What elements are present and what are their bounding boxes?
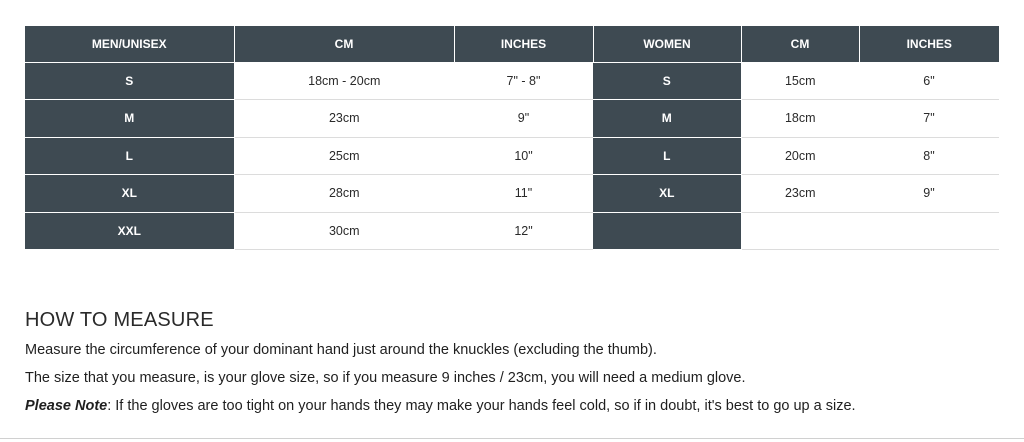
men-inches-cell: 10" bbox=[454, 137, 593, 175]
header-women-inches: INCHES bbox=[859, 26, 999, 62]
women-cm-cell: 15cm bbox=[741, 62, 859, 100]
women-size-cell bbox=[593, 212, 741, 250]
women-cm-cell bbox=[741, 212, 859, 250]
header-men-unisex: MEN/UNISEX bbox=[25, 26, 234, 62]
bottom-divider bbox=[0, 438, 1024, 439]
header-women-cm: CM bbox=[741, 26, 859, 62]
women-size-cell: S bbox=[593, 62, 741, 100]
men-inches-cell: 12" bbox=[454, 212, 593, 250]
men-inches-cell: 7" - 8" bbox=[454, 62, 593, 100]
header-women: WOMEN bbox=[593, 26, 741, 62]
women-cm-cell: 18cm bbox=[741, 100, 859, 138]
women-size-cell: L bbox=[593, 137, 741, 175]
men-size-cell: L bbox=[25, 137, 234, 175]
measure-instruction: Measure the circumference of your dominant hand just around the knuckles (excluding the thumb). bbox=[25, 342, 657, 358]
please-note bbox=[25, 392, 1005, 420]
men-inches-cell: 9" bbox=[454, 100, 593, 138]
men-cm-cell: 23cm bbox=[234, 100, 454, 138]
women-inches-cell bbox=[859, 212, 999, 250]
women-size-cell: M bbox=[593, 100, 741, 138]
men-size-cell: S bbox=[25, 62, 234, 100]
table-row bbox=[25, 137, 999, 175]
women-inches-cell: 8" bbox=[859, 137, 999, 175]
header-men-cm: CM bbox=[234, 26, 454, 62]
women-inches-cell: 7" bbox=[859, 100, 999, 138]
men-size-cell: XXL bbox=[25, 212, 234, 250]
men-cm-cell: 28cm bbox=[234, 175, 454, 213]
men-cm-cell: 18cm - 20cm bbox=[234, 62, 454, 100]
table-header-row bbox=[25, 26, 999, 62]
glove-size-explanation: The size that you measure, is your glove size, so if you measure 9 inches / 23cm, you will need a medium glove. bbox=[25, 370, 746, 386]
table-row bbox=[25, 212, 999, 250]
how-to-measure-title: HOW TO MEASURE bbox=[25, 309, 214, 331]
women-inches-cell: 9" bbox=[859, 175, 999, 213]
men-size-cell: XL bbox=[25, 175, 234, 213]
women-size-cell: XL bbox=[593, 175, 741, 213]
header-men-inches: INCHES bbox=[454, 26, 593, 62]
women-cm-cell: 23cm bbox=[741, 175, 859, 213]
women-cm-cell: 20cm bbox=[741, 137, 859, 175]
please-note-label: Please Note bbox=[25, 398, 108, 414]
please-note-text: : If the gloves are too tight on your hands they may make your hands feel cold, so if in doubt, it's best to go up a size. bbox=[107, 398, 856, 414]
men-inches-cell: 11" bbox=[454, 175, 593, 213]
table-row bbox=[25, 175, 999, 213]
table-row bbox=[25, 62, 999, 100]
table-row bbox=[25, 100, 999, 138]
men-cm-cell: 25cm bbox=[234, 137, 454, 175]
size-chart-table bbox=[25, 26, 999, 250]
men-cm-cell: 30cm bbox=[234, 212, 454, 250]
women-inches-cell: 6" bbox=[859, 62, 999, 100]
how-to-measure-section bbox=[25, 309, 1005, 420]
men-size-cell: M bbox=[25, 100, 234, 138]
